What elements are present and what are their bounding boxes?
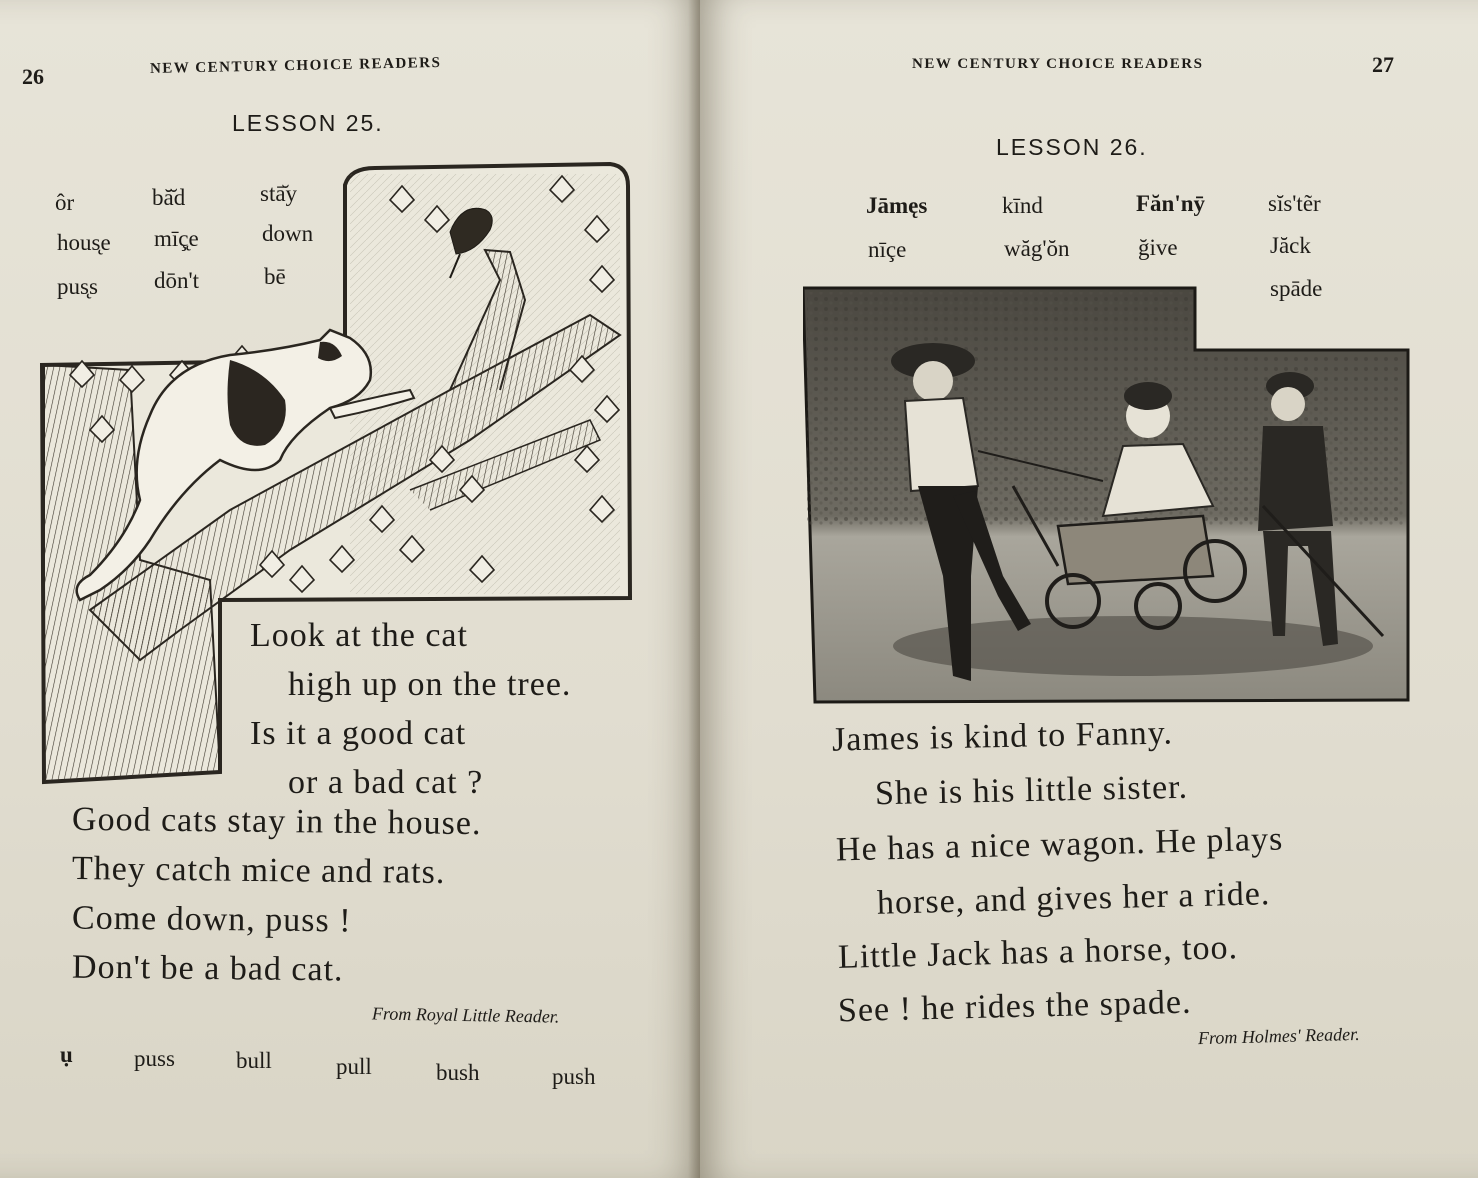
lesson-title: LESSON 26. xyxy=(996,134,1148,160)
vocab-word: pus̨s xyxy=(57,274,98,299)
vocab-word: down xyxy=(262,221,314,246)
running-head: NEW CENTURY CHOICE READERS xyxy=(149,54,442,78)
lesson-title: LESSON 25. xyxy=(232,110,384,136)
source-credit: From Royal Little Reader. xyxy=(371,1003,560,1027)
vocab-word: sĭs'tẽr xyxy=(1268,191,1321,216)
phonics-word: bush xyxy=(436,1060,480,1085)
vocab-word: Făn'nȳ xyxy=(1136,191,1206,216)
reading-line: He has a nice wagon. He plays xyxy=(835,820,1284,869)
reading-line: Is it a good cat xyxy=(250,715,467,752)
page-number: 27 xyxy=(1372,52,1394,77)
vocab-word: ôr xyxy=(55,190,75,215)
vocab-word: bă̆d xyxy=(152,185,186,210)
vocab-word: mīç̨e xyxy=(154,226,199,251)
reading-line: Look at the cat xyxy=(250,617,468,654)
vocab-word: ğive xyxy=(1138,235,1178,260)
cat-in-tree-illustration xyxy=(30,160,635,800)
phonics-word: bull xyxy=(236,1048,272,1073)
reading-line: horse, and gives her a ride. xyxy=(876,875,1271,922)
phonics-word: pull xyxy=(336,1054,372,1079)
reading-line: high up on the tree. xyxy=(288,666,572,703)
reading-line: She is his little sister. xyxy=(874,768,1189,813)
vocab-word: Jăck xyxy=(1270,233,1311,258)
running-head: NEW CENTURY CHOICE READERS xyxy=(912,56,1204,72)
vocab-word: Jāmęs xyxy=(866,193,928,218)
phonics-symbol: ụ xyxy=(60,1042,73,1067)
phonics-word: puss xyxy=(134,1046,175,1071)
reading-line: Little Jack has a horse, too. xyxy=(837,929,1239,976)
vocab-word: bē xyxy=(264,264,286,289)
reading-line: Good cats stay in the house. xyxy=(71,800,482,843)
vocab-word: nīçe xyxy=(868,237,907,262)
children-wagon-illustration xyxy=(803,286,1413,704)
source-credit: From Holmes' Reader. xyxy=(1197,1023,1360,1049)
reading-line: They catch mice and rats. xyxy=(71,850,446,891)
right-page xyxy=(700,0,1478,1178)
reading-line: Don't be a bad cat. xyxy=(71,948,344,989)
left-page xyxy=(0,0,700,1178)
phonics-word: push xyxy=(552,1064,596,1089)
vocab-word: hous̨e xyxy=(57,230,111,255)
vocab-word: kīnd xyxy=(1002,193,1043,218)
vocab-word: dōn't xyxy=(154,268,200,293)
reading-line: or a bad cat ? xyxy=(288,764,484,801)
vocab-word: stā̆y xyxy=(260,181,298,206)
vocab-word: spāde xyxy=(1270,276,1323,301)
reading-line: See ! he rides the spade. xyxy=(837,983,1192,1030)
reading-line: James is kind to Fanny. xyxy=(831,714,1174,759)
vocab-word: wăg'ŏn xyxy=(1004,236,1070,261)
page-number: 26 xyxy=(22,64,44,89)
reading-line: Come down, puss ! xyxy=(71,899,352,940)
